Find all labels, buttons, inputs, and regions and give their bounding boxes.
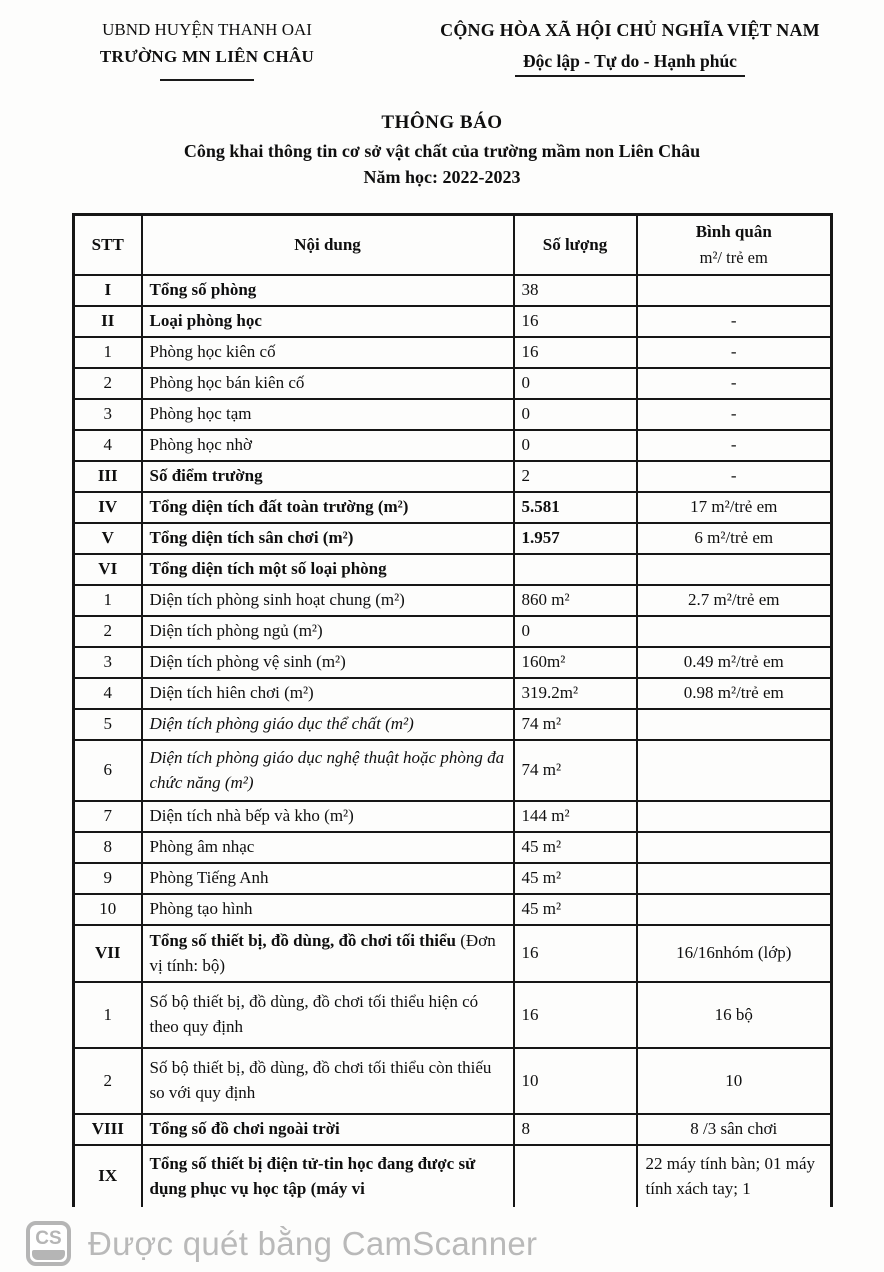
issuing-authority-block xyxy=(52,20,362,81)
table-row xyxy=(74,709,832,740)
cell-stt: 10 xyxy=(74,894,142,925)
cell-stt: V xyxy=(74,523,142,554)
header-divider-rule xyxy=(160,79,254,81)
cell-qty: 74 m² xyxy=(514,709,637,740)
cell-qty: 319.2m² xyxy=(514,678,637,709)
national-title: CỘNG HÒA XÃ HỘI CHỦ NGHĨA VIỆT NAM xyxy=(440,20,820,40)
table-row xyxy=(74,863,832,894)
table-row xyxy=(74,368,832,399)
cell-qty: 38 xyxy=(514,275,637,306)
column-header-avg-line2: m²/ trẻ em xyxy=(699,247,768,267)
table-row xyxy=(74,306,832,337)
cell-avg xyxy=(637,554,832,585)
cell-content: Tổng số đồ chơi ngoài trời xyxy=(142,1114,514,1145)
cell-qty: 144 m² xyxy=(514,801,637,832)
cell-stt: III xyxy=(74,461,142,492)
cell-qty: 10 xyxy=(514,1048,637,1114)
column-header-content: Nội dung xyxy=(142,215,514,276)
school-name: TRƯỜNG MN LIÊN CHÂU xyxy=(99,47,315,66)
table-row xyxy=(74,275,832,306)
table-row xyxy=(74,554,832,585)
table-row xyxy=(74,894,832,925)
cell-qty: 16 xyxy=(514,306,637,337)
table-row xyxy=(74,1145,832,1207)
watermark-text: Được quét bằng CamScanner xyxy=(88,1224,538,1262)
cell-stt: 2 xyxy=(74,1048,142,1114)
cell-content: Tổng diện tích sân chơi (m²) xyxy=(142,523,514,554)
cell-content-normal-part: (Đơn vị tính: bộ) xyxy=(149,930,496,975)
cell-avg xyxy=(637,801,832,832)
cell-content: Diện tích phòng sinh hoạt chung (m²) xyxy=(142,585,514,616)
cell-avg: - xyxy=(637,430,832,461)
cell-qty: 74 m² xyxy=(514,740,637,801)
cell-content: Phòng học bán kiên cố xyxy=(142,368,514,399)
cell-avg xyxy=(637,832,832,863)
cell-content-bold-part: Tổng số thiết bị, đồ dùng, đồ chơi tối thiểu xyxy=(149,930,457,950)
camscanner-logo-icon xyxy=(26,1221,71,1266)
cell-avg: 10 xyxy=(637,1048,832,1114)
cell-avg: 6 m²/trẻ em xyxy=(637,523,832,554)
document-title: THÔNG BÁO xyxy=(381,112,503,133)
cell-qty: 45 m² xyxy=(514,832,637,863)
cell-content: Tổng số thiết bị điện tử-tin học đang được sử dụng phục vụ học tập (máy vi xyxy=(142,1145,514,1207)
table-header-row xyxy=(74,215,832,276)
cell-content: Diện tích phòng giáo dục thể chất (m²) xyxy=(142,709,514,740)
cell-content: Diện tích hiên chơi (m²) xyxy=(142,678,514,709)
cell-content: Tổng số phòng xyxy=(142,275,514,306)
cell-stt: 6 xyxy=(74,740,142,801)
cell-stt: 3 xyxy=(74,647,142,678)
table-row xyxy=(74,982,832,1048)
cell-qty: 5.581 xyxy=(514,492,637,523)
cell-qty: 16 xyxy=(514,982,637,1048)
cell-avg: - xyxy=(637,399,832,430)
cell-avg xyxy=(637,275,832,306)
cell-stt: IX xyxy=(74,1145,142,1207)
cell-avg: - xyxy=(637,368,832,399)
table-row xyxy=(74,492,832,523)
table-row xyxy=(74,399,832,430)
document-header xyxy=(0,0,884,81)
cell-avg: - xyxy=(637,461,832,492)
cell-content: Phòng học tạm xyxy=(142,399,514,430)
national-motto: Độc lập - Tự do - Hạnh phúc xyxy=(515,50,745,77)
cell-qty xyxy=(514,1145,637,1207)
cell-stt: 1 xyxy=(74,337,142,368)
table-row xyxy=(74,430,832,461)
cell-qty xyxy=(514,554,637,585)
cell-content: Số bộ thiết bị, đồ dùng, đồ chơi tối thiểu còn thiếu so với quy định xyxy=(142,1048,514,1114)
cell-stt: 4 xyxy=(74,678,142,709)
table-row xyxy=(74,647,832,678)
cell-stt: 8 xyxy=(74,832,142,863)
table-row xyxy=(74,461,832,492)
cell-avg: 8 /3 sân chơi xyxy=(637,1114,832,1145)
cell-avg: 2.7 m²/trẻ em xyxy=(637,585,832,616)
cell-avg: 16/16nhóm (lớp) xyxy=(637,925,832,982)
authority-name: UBND HUYỆN THANH OAI xyxy=(102,20,312,39)
cell-avg xyxy=(637,616,832,647)
cell-stt: VIII xyxy=(74,1114,142,1145)
cell-qty: 160m² xyxy=(514,647,637,678)
cell-content: Phòng học nhờ xyxy=(142,430,514,461)
cell-content: Số bộ thiết bị, đồ dùng, đồ chơi tối thiểu hiện có theo quy định xyxy=(142,982,514,1048)
cell-content: Tổng diện tích một số loại phòng xyxy=(142,554,514,585)
table-row xyxy=(74,1114,832,1145)
cell-qty: 2 xyxy=(514,461,637,492)
column-header-qty: Số lượng xyxy=(514,215,637,276)
cell-qty: 1.957 xyxy=(514,523,637,554)
cell-avg: 0.49 m²/trẻ em xyxy=(637,647,832,678)
national-header-block xyxy=(400,20,860,81)
cell-avg: - xyxy=(637,306,832,337)
cell-content: Phòng học kiên cố xyxy=(142,337,514,368)
cell-qty: 16 xyxy=(514,925,637,982)
cell-qty: 0 xyxy=(514,616,637,647)
school-year: Năm học: 2022-2023 xyxy=(363,167,521,187)
cell-stt: II xyxy=(74,306,142,337)
cell-content: Phòng tạo hình xyxy=(142,894,514,925)
cell-stt: 3 xyxy=(74,399,142,430)
cell-avg xyxy=(637,740,832,801)
cell-avg xyxy=(637,894,832,925)
table-row xyxy=(74,585,832,616)
cell-qty: 45 m² xyxy=(514,894,637,925)
cell-avg xyxy=(637,709,832,740)
cell-qty: 0 xyxy=(514,430,637,461)
cell-stt: 2 xyxy=(74,616,142,647)
table-row xyxy=(74,337,832,368)
cell-avg: - xyxy=(637,337,832,368)
cell-content: Diện tích phòng giáo dục nghệ thuật hoặc phòng đa chức năng (m²) xyxy=(142,740,514,801)
cell-content: Diện tích phòng vệ sinh (m²) xyxy=(142,647,514,678)
facilities-table xyxy=(72,213,833,1207)
cell-qty: 860 m² xyxy=(514,585,637,616)
table-row xyxy=(74,1048,832,1114)
cell-content: Diện tích phòng ngủ (m²) xyxy=(142,616,514,647)
cell-content: Phòng Tiếng Anh xyxy=(142,863,514,894)
cell-stt: 2 xyxy=(74,368,142,399)
cell-qty: 0 xyxy=(514,368,637,399)
cell-qty: 8 xyxy=(514,1114,637,1145)
cell-stt: VI xyxy=(74,554,142,585)
cell-stt: 1 xyxy=(74,585,142,616)
cell-stt: VII xyxy=(74,925,142,982)
cell-stt: 9 xyxy=(74,863,142,894)
document-title-block xyxy=(0,112,884,188)
column-header-avg xyxy=(637,215,832,276)
cell-content: Diện tích nhà bếp và kho (m²) xyxy=(142,801,514,832)
cell-stt: 1 xyxy=(74,982,142,1048)
cell-avg xyxy=(637,863,832,894)
document-subtitle: Công khai thông tin cơ sở vật chất của trường mầm non Liên Châu xyxy=(183,141,701,161)
table-row xyxy=(74,523,832,554)
cell-avg: 22 máy tính bàn; 01 máy tính xách tay; 1 xyxy=(637,1145,832,1207)
cell-content: Phòng âm nhạc xyxy=(142,832,514,863)
cell-stt: IV xyxy=(74,492,142,523)
column-header-stt: STT xyxy=(74,215,142,276)
cell-qty: 16 xyxy=(514,337,637,368)
cell-content: Tổng diện tích đất toàn trường (m²) xyxy=(142,492,514,523)
table-row xyxy=(74,801,832,832)
cell-content xyxy=(142,925,514,982)
cell-avg: 16 bộ xyxy=(637,982,832,1048)
camscanner-logo-label: CS xyxy=(35,1228,62,1249)
table-row xyxy=(74,832,832,863)
camscanner-watermark xyxy=(26,1221,537,1266)
cell-stt: 4 xyxy=(74,430,142,461)
cell-avg: 0.98 m²/trẻ em xyxy=(637,678,832,709)
table-row xyxy=(74,925,832,982)
cell-stt: I xyxy=(74,275,142,306)
cell-content: Số điểm trường xyxy=(142,461,514,492)
table-row xyxy=(74,678,832,709)
column-header-avg-line1: Bình quân xyxy=(695,222,772,242)
cell-stt: 5 xyxy=(74,709,142,740)
cell-qty: 45 m² xyxy=(514,863,637,894)
cell-avg: 17 m²/trẻ em xyxy=(637,492,832,523)
cell-stt: 7 xyxy=(74,801,142,832)
table-row xyxy=(74,740,832,801)
cell-content: Loại phòng học xyxy=(142,306,514,337)
table-row xyxy=(74,616,832,647)
cell-qty: 0 xyxy=(514,399,637,430)
